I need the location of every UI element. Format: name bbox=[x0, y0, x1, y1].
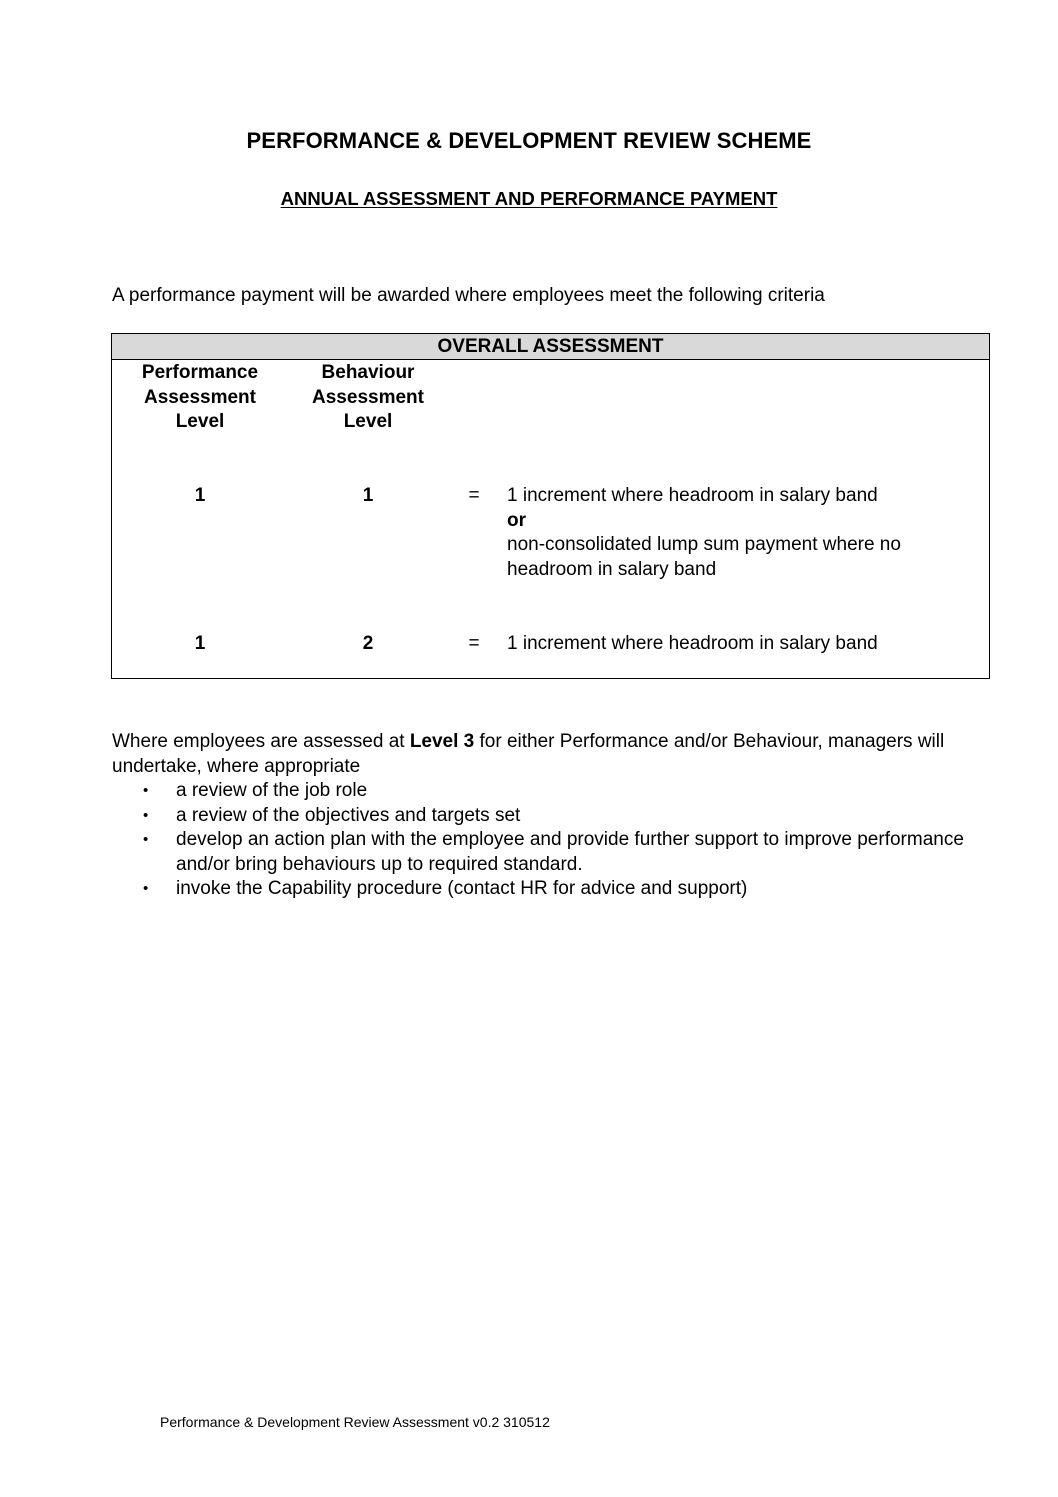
row1-behaviour-level: 1 bbox=[362, 485, 374, 506]
list-item-text: invoke the Capability procedure (contact HR for advice and support) bbox=[176, 878, 748, 899]
row2-behaviour-level: 2 bbox=[362, 633, 374, 654]
performance-header-line: Level bbox=[175, 411, 225, 432]
intro-text: A performance payment will be awarded where employees meet the following criteria bbox=[112, 285, 825, 306]
performance-header-line: Assessment bbox=[144, 386, 256, 408]
list-item bbox=[112, 828, 972, 877]
level3-text-before: Where employees are assessed at bbox=[112, 731, 410, 752]
list-item-text: develop an action plan with the employee and provide further support to improve performance and/or bring behaviours up to required standard. bbox=[176, 829, 964, 875]
list-item bbox=[112, 779, 972, 804]
behaviour-column-header bbox=[288, 361, 448, 435]
list-item-text: a review of the job role bbox=[176, 780, 368, 801]
list-item bbox=[112, 804, 972, 829]
row2-equals-sign: = bbox=[468, 633, 480, 654]
level3-bold-text: Level 3 bbox=[409, 731, 475, 752]
row1-performance-level: 1 bbox=[194, 485, 206, 506]
behaviour-header-line: Behaviour bbox=[321, 362, 415, 383]
bullet-icon: • bbox=[143, 880, 149, 897]
bullet-icon: • bbox=[143, 782, 149, 799]
level3-text-after: for either Performance and/or Behaviour, managers will undertake, where appropriate bbox=[112, 731, 945, 777]
row1-description-lump-sum: non-consolidated lump sum payment where no headroom in salary band bbox=[507, 534, 901, 580]
document-subtitle: ANNUAL ASSESSMENT AND PERFORMANCE PAYMENT bbox=[280, 188, 778, 209]
row1-equals-sign: = bbox=[468, 485, 480, 506]
performance-column-header bbox=[120, 361, 280, 435]
row1-description-increment: 1 increment where headroom in salary band bbox=[507, 485, 878, 506]
row2-description-increment: 1 increment where headroom in salary band bbox=[507, 633, 878, 654]
level3-paragraph bbox=[112, 730, 972, 779]
table-header: OVERALL ASSESSMENT bbox=[112, 334, 989, 360]
overall-assessment-table bbox=[111, 333, 990, 679]
row2-performance-level: 1 bbox=[194, 633, 206, 654]
bullet-icon: • bbox=[143, 831, 149, 848]
list-item-text: a review of the objectives and targets set bbox=[176, 804, 521, 826]
level3-actions-list bbox=[112, 779, 972, 902]
row1-or-text: or bbox=[507, 509, 526, 531]
bullet-icon: • bbox=[143, 806, 149, 824]
behaviour-header-line: Assessment bbox=[312, 386, 424, 408]
performance-header-line: Performance bbox=[141, 362, 259, 383]
document-footer: Performance & Development Review Assessment v0.2 310512 bbox=[160, 1414, 550, 1430]
row1-description bbox=[507, 484, 977, 582]
document-title: PERFORMANCE & DEVELOPMENT REVIEW SCHEME bbox=[246, 128, 812, 153]
behaviour-header-line: Level bbox=[343, 411, 393, 432]
list-item bbox=[112, 877, 972, 902]
row2-description bbox=[507, 632, 977, 657]
